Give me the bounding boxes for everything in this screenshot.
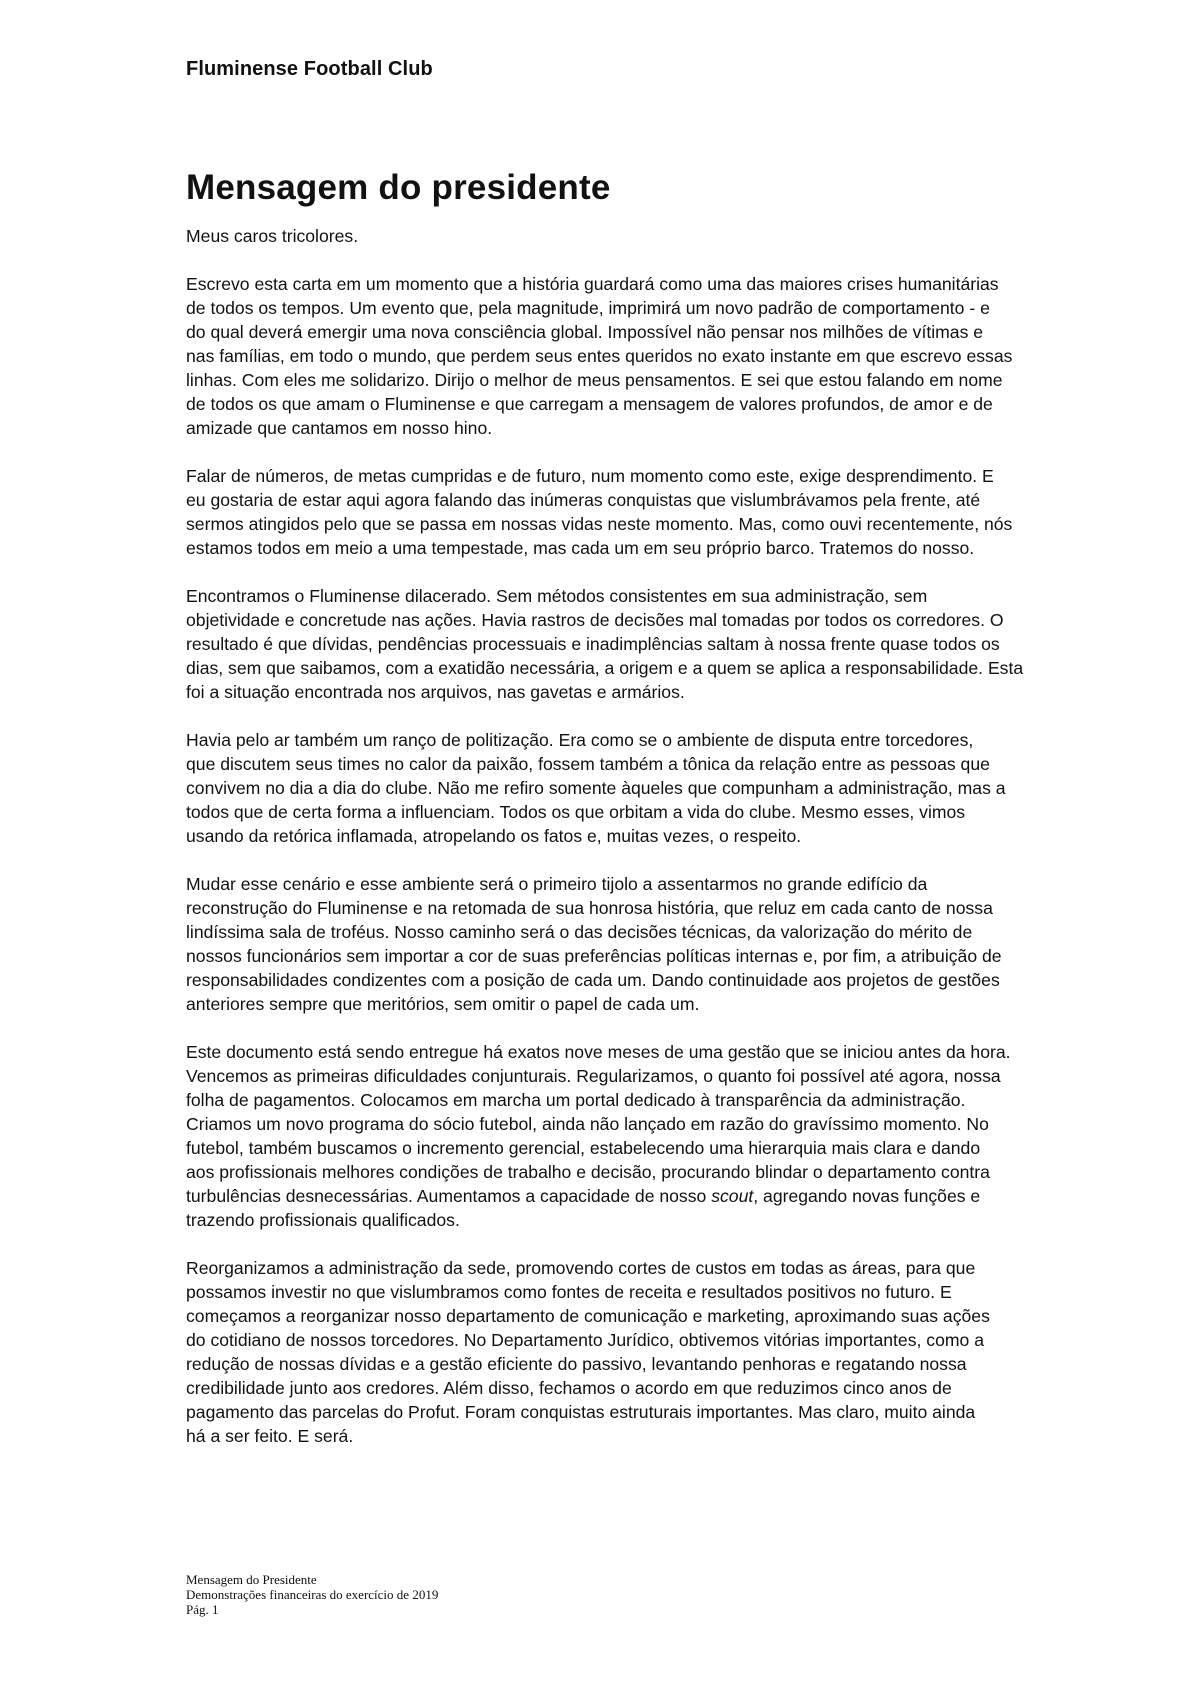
letter-body (186, 224, 1098, 1472)
footer-document-section: Mensagem do Presidente (186, 1572, 317, 1587)
footer-document-name: Demonstrações financeiras do exercício de 2019 (186, 1587, 439, 1602)
text-line: Escrevo esta carta em um momento que a história guardará como uma das maiores crises humanitárias (186, 274, 999, 294)
text-line: Reorganizamos a administração da sede, promovendo cortes de custos em todas as áreas, para que (186, 1258, 976, 1278)
text-line: pagamento das parcelas do Profut. Foram conquistas estruturais importantes. Mas claro, muito ainda (186, 1402, 976, 1422)
text-line: possamos investir no que vislumbramos como fontes de receita e resultados positivos no futuro. E (186, 1282, 952, 1302)
text-line: estamos todos em meio a uma tempestade, mas cada um em seu próprio barco. Tratemos do nosso. (186, 538, 975, 558)
text-line: começamos a reorganizar nosso departamento de comunicação e marketing, aproximando suas ações (186, 1306, 990, 1326)
text-line: responsabilidades condizentes com a posição de cada um. Dando continuidade aos projetos de gestões (186, 970, 1000, 990)
text-line: trazendo profissionais qualificados. (186, 1210, 460, 1230)
text-line: aos profissionais melhores condições de trabalho e decisão, procurando blindar o departamento contra (186, 1162, 990, 1182)
text-line: Vencemos as primeiras dificuldades conjunturais. Regularizamos, o quanto foi possível até agora, nossa (186, 1066, 1001, 1086)
text-line: de todos os que amam o Fluminense e que carregam a mensagem de valores profundos, de amor e de (186, 394, 993, 414)
text-line: de todos os tempos. Um evento que, pela magnitude, imprimirá um novo padrão de comportamento - e (186, 298, 990, 318)
club-header: Fluminense Football Club (186, 58, 433, 80)
emphasis-scout: scout (711, 1186, 754, 1206)
text-line: objetividade e concretude nas ações. Havia rastros de decisões mal tomadas por todos os corredores. O (186, 610, 1004, 630)
text-line: usando da retórica inflamada, atropelando os fatos e, muitas vezes, o respeito. (186, 826, 802, 846)
paragraph-7 (186, 1256, 1098, 1448)
text-line: todos que de certa forma a influenciam. Todos os que orbitam a vida do clube. Mesmo esses, vimos (186, 802, 966, 822)
text-line: Mudar esse cenário e esse ambiente será o primeiro tijolo a assentarmos no grande edifício da (186, 874, 928, 894)
text-line: Criamos um novo programa do sócio futebol, ainda não lançado em razão do gravíssimo momento. No (186, 1114, 989, 1134)
text-line: folha de pagamentos. Colocamos em marcha um portal dedicado à transparência da administração. (186, 1090, 966, 1110)
text-line: Havia pelo ar também um ranço de politização. Era como se o ambiente de disputa entre torcedores, (186, 730, 974, 750)
text-line: do cotidiano de nossos torcedores. No Departamento Jurídico, obtivemos vitórias importantes, como a (186, 1330, 984, 1350)
text-line: redução de nossas dívidas e a gestão eficiente do passivo, levantando penhoras e regatando nossa (186, 1354, 967, 1374)
text-line: amizade que cantamos em nosso hino. (186, 418, 493, 438)
page-title: Mensagem do presidente (186, 168, 611, 207)
text-line: credibilidade junto aos credores. Além disso, fechamos o acordo em que reduzimos cinco anos de (186, 1378, 952, 1398)
text-line: anteriores sempre que meritórios, sem omitir o papel de cada um. (186, 994, 700, 1014)
text-line: convivem no dia a dia do clube. Não me refiro somente àqueles que compunham a administração, mas a (186, 778, 1006, 798)
text-line: lindíssima sala de troféus. Nosso caminho será o das decisões técnicas, da valorização do mérito de (186, 922, 973, 942)
text-line: Encontramos o Fluminense dilacerado. Sem métodos consistentes em sua administração, sem (186, 586, 928, 606)
text-line: turbulências desnecessárias. Aumentamos a capacidade de nosso scout, agregando novas funções e (186, 1186, 981, 1206)
text-line: nas famílias, em todo o mundo, que perdem seus entes queridos no exato instante em que escrevo essas (186, 346, 1013, 366)
text-line: resultado é que dívidas, pendências processuais e inadimplências saltam à nossa frente quase todos os (186, 634, 1000, 654)
greeting: Meus caros tricolores. (186, 226, 359, 246)
paragraph-6 (186, 1040, 1098, 1232)
text-line: nossos funcionários sem importar a cor de suas preferências políticas internas e, por fim, a atribuição de (186, 946, 1002, 966)
text-line: linhas. Com eles me solidarizo. Dirijo o melhor de meus pensamentos. E sei que estou falando em nome (186, 370, 1003, 390)
text-line: dias, sem que saibamos, com a exatidão necessária, a origem e a quem se aplica a responsabilidade. Esta (186, 658, 1024, 678)
text-line: eu gostaria de estar aqui agora falando das inúmeras conquistas que vislumbrávamos pela frente, até (186, 490, 981, 510)
paragraph-4 (186, 728, 1098, 848)
text-line: foi a situação encontrada nos arquivos, nas gavetas e armários. (186, 682, 685, 702)
text-line: futebol, também buscamos o incremento gerencial, estabelecendo uma hierarquia mais clara e dando (186, 1138, 981, 1158)
text-line: há a ser feito. E será. (186, 1426, 354, 1446)
text-line: reconstrução do Fluminense e na retomada de sua honrosa história, que reluz em cada canto de nossa (186, 898, 993, 918)
text-line: Falar de números, de metas cumpridas e de futuro, num momento como este, exige desprendimento. E (186, 466, 994, 486)
text-line: que discutem seus times no calor da paixão, fossem também a tônica da relação entre as pessoas que (186, 754, 990, 774)
footer-page-number: Pág. 1 (186, 1602, 219, 1617)
paragraph-5 (186, 872, 1098, 1016)
page-footer (186, 1572, 438, 1617)
paragraph-2 (186, 464, 1098, 560)
text-line: do qual deverá emergir uma nova consciência global. Impossível não pensar nos milhões de vítimas e (186, 322, 984, 342)
paragraph-3 (186, 584, 1098, 704)
text-line: sermos atingidos pelo que se passa em nossas vidas neste momento. Mas, como ouvi recentemente, nós (186, 514, 1013, 534)
text-line: Este documento está sendo entregue há exatos nove meses de uma gestão que se iniciou antes da hora. (186, 1042, 1011, 1062)
paragraph-1 (186, 272, 1098, 440)
